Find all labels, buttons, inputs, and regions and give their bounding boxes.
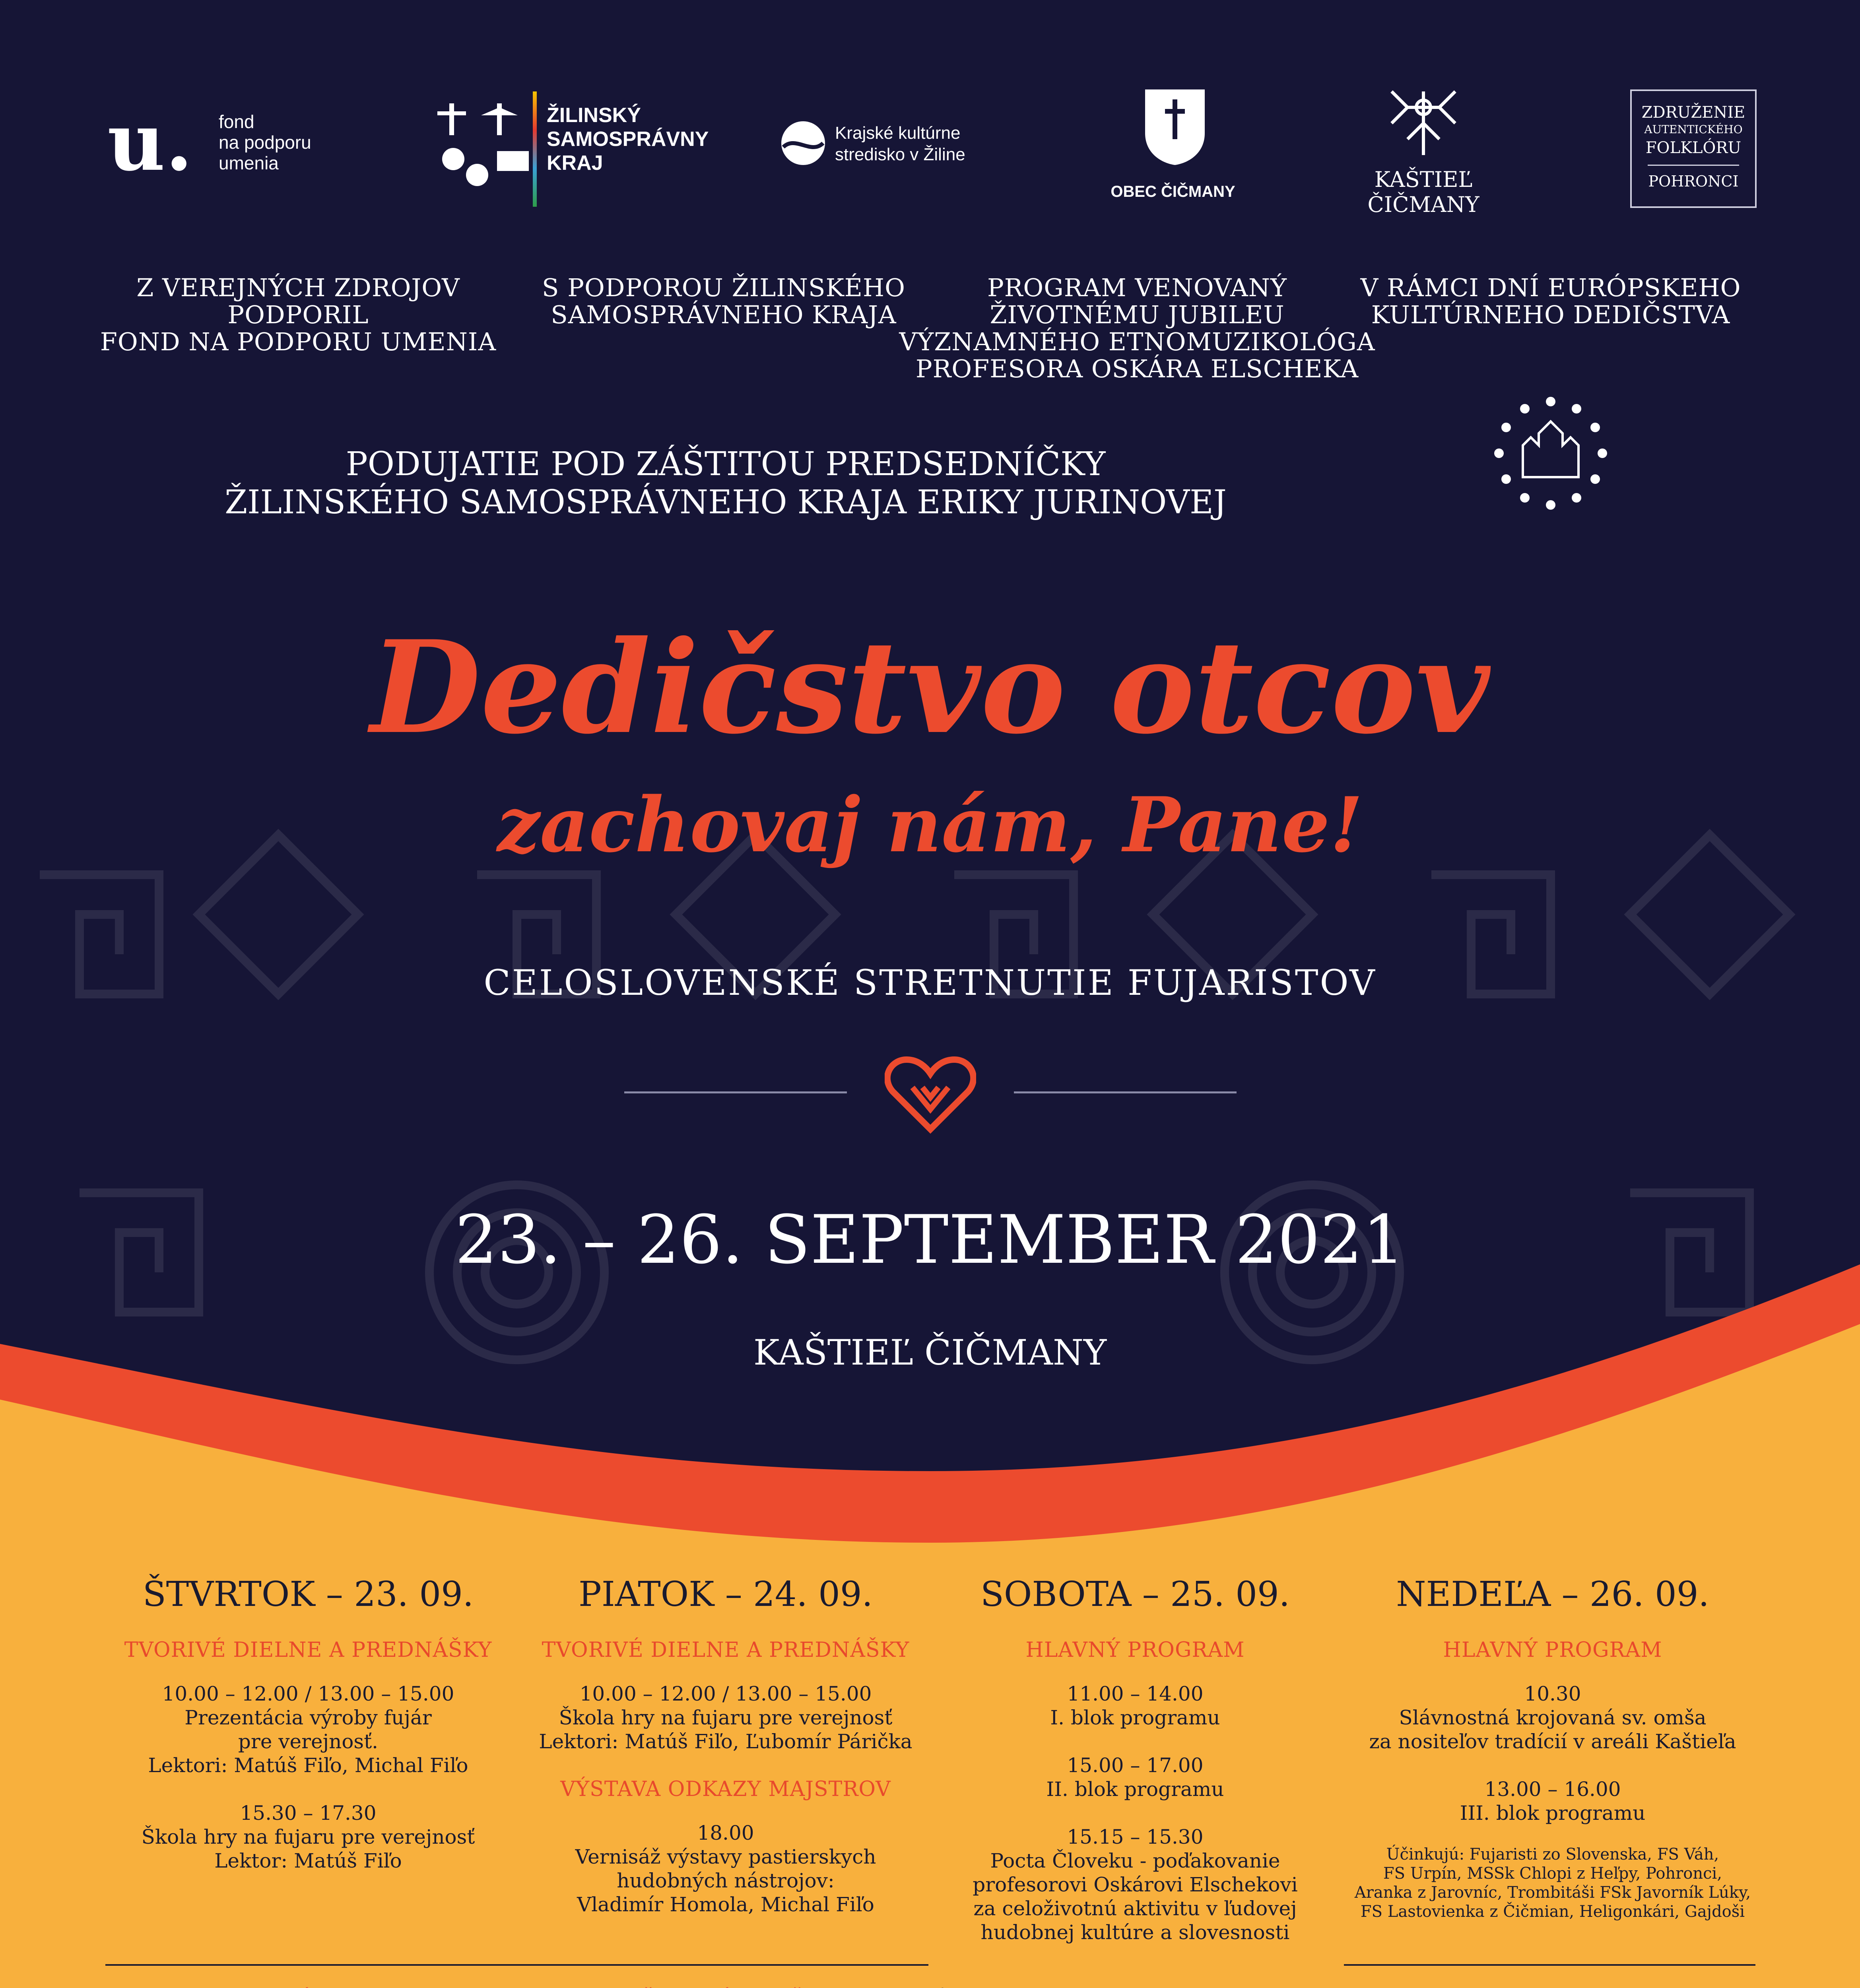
zdruzenie-line-3: FOLKLÓRU <box>1645 139 1742 157</box>
program-divider-right <box>1344 1964 1755 1966</box>
obec-logo <box>1105 87 1241 215</box>
sponsor-zsk: S PODPOROU ŽILINSKÉHO SAMOSPRÁVNEHO KRAJA <box>542 273 905 329</box>
coat-of-arms-icon <box>1143 87 1207 167</box>
title-sub: zachovaj nám, Pane! <box>497 780 1363 869</box>
section-heading: TVORIVÉ DIELNE A PREDNÁŠKY <box>124 1638 492 1662</box>
zsk-logo <box>437 91 709 207</box>
program-block: 11.00 – 14.00 I. blok programu <box>1050 1682 1220 1729</box>
kks-text: Krajské kultúrne stredisko v Žiline <box>835 123 965 164</box>
performers: Účinkujú: Fujaristi zo Slovenska, FS Váh, FS Urpín, MSSk Chlopi z Heľpy, Pohronci, Aranka z Jarovníc, Trombitáši FSk Javorník Lúky, FS Lastovienka z Čičmian, Heligonkári, Gajdoši <box>1354 1845 1751 1921</box>
day-sunday <box>1344 1574 1761 1921</box>
program-block: 15.30 – 17.30 Škola hry na fujaru pre verejnosť Lektor: Matúš Fiľo <box>141 1802 475 1872</box>
event-venue: KAŠTIEĽ ČIČMANY <box>753 1332 1107 1373</box>
event-type: CELOSLOVENSKÉ STRETNUTIE FUJARISTOV <box>483 962 1377 1003</box>
kks-logo <box>779 115 1002 175</box>
section-heading: HLAVNÝ PROGRAM <box>1025 1638 1245 1662</box>
day-heading: SOBOTA – 25. 09. <box>980 1574 1290 1614</box>
zdruzenie-logo <box>1630 89 1757 208</box>
zsk-emblem-icon <box>437 99 533 191</box>
section-heading: VÝSTAVA ODKAZY MAJSTROV <box>560 1777 891 1801</box>
ehd-stars-icon <box>1487 390 1614 517</box>
program-block: 10.00 – 12.00 / 13.00 – 15.00 Prezentácia výroby fujár pre verejnosť. Lektori: Matúš Fiľo, Michal Fiľo <box>148 1682 468 1777</box>
zsk-text: ŽILINSKÝ SAMOSPRÁVNY KRAJ <box>547 104 709 175</box>
kastiel-emblem-icon <box>1384 83 1463 159</box>
program-block: 15.15 – 15.30 Pocta Človeku - poďakovanie profesorovi Oskárovi Elschekovi za celoživotnú aktivitu v ľudovej hudobnej kultúre a slovesnosti <box>973 1825 1298 1944</box>
program-block: 10.30 Slávnostná krojovaná sv. omša za nositeľov tradícií v areáli Kaštieľa <box>1369 1682 1736 1753</box>
day-heading: NEDEĽA – 26. 09. <box>1396 1574 1709 1614</box>
program-block: 13.00 – 16.00 III. blok programu <box>1460 1778 1646 1825</box>
section-heading: HLAVNÝ PROGRAM <box>1443 1638 1662 1662</box>
program-block: 15.00 – 17.00 II. blok programu <box>1046 1754 1224 1801</box>
section-heading: TVORIVÉ DIELNE A PREDNÁŠKY <box>542 1638 910 1662</box>
program-divider-left <box>105 1964 928 1966</box>
sponsor-program: PROGRAM VENOVANÝ ŽIVOTNÉMU JUBILEU VÝZNAMNÉHO ETNOMUZIKOLÓGA PROFESORA OSKÁRA ELSCHEKA <box>899 273 1375 383</box>
sponsor-ehd: V RÁMCI DNÍ EURÓPSKEHO KULTÚRNEHO DEDIČSTVA <box>1360 273 1741 329</box>
divider-right <box>1014 1091 1237 1093</box>
zdruzenie-divider <box>1648 165 1739 166</box>
day-heading: PIATOK – 24. 09. <box>579 1574 873 1614</box>
day-saturday <box>926 1574 1344 1944</box>
fpu-mark: u. <box>107 95 193 189</box>
title-main: Dedičstvo otcov <box>370 613 1490 762</box>
zdruzenie-line-1: ZDRUŽENIE <box>1641 103 1745 122</box>
event-dates: 23. – 26. SEPTEMBER 2021 <box>455 1201 1405 1279</box>
zdruzenie-line-4: POHRONCI <box>1648 173 1739 190</box>
patronage: PODUJATIE POD ZÁŠTITOU PREDSEDNÍČKY ŽILINSKÉHO SAMOSPRÁVNEHO KRAJA ERIKY JURINOVEJ <box>225 445 1227 521</box>
obec-text: OBEC ČIČMANY <box>1111 183 1235 200</box>
kastiel-logo <box>1344 83 1503 217</box>
fpu-text: fond na podporu umenia <box>219 111 311 173</box>
program-block: 10.00 – 12.00 / 13.00 – 15.00 Škola hry na fujaru pre verejnosť Lektori: Matúš Fiľo, Ľubomír Párička <box>539 1682 913 1753</box>
divider-left <box>624 1091 847 1093</box>
kastiel-text: KAŠTIEĽ ČIČMANY <box>1367 167 1479 217</box>
program-block: 18.00 Vernisáž výstavy pastierskych hudobných nástrojov: Vladimír Homola, Michal Fiľo <box>575 1821 876 1916</box>
zdruzenie-line-2: AUTENTICKÉHO <box>1644 123 1743 136</box>
day-heading: ŠTVRTOK – 23. 09. <box>142 1574 474 1614</box>
zsk-color-bar <box>533 91 537 207</box>
day-thursday <box>99 1574 517 1873</box>
day-friday <box>517 1574 934 1916</box>
heart-ornament-icon <box>885 1056 976 1135</box>
sponsor-fpu: Z VEREJNÝCH ZDROJOV PODPORIL FOND NA PODPORU UMENIA <box>100 273 497 356</box>
kks-icon <box>779 119 827 167</box>
